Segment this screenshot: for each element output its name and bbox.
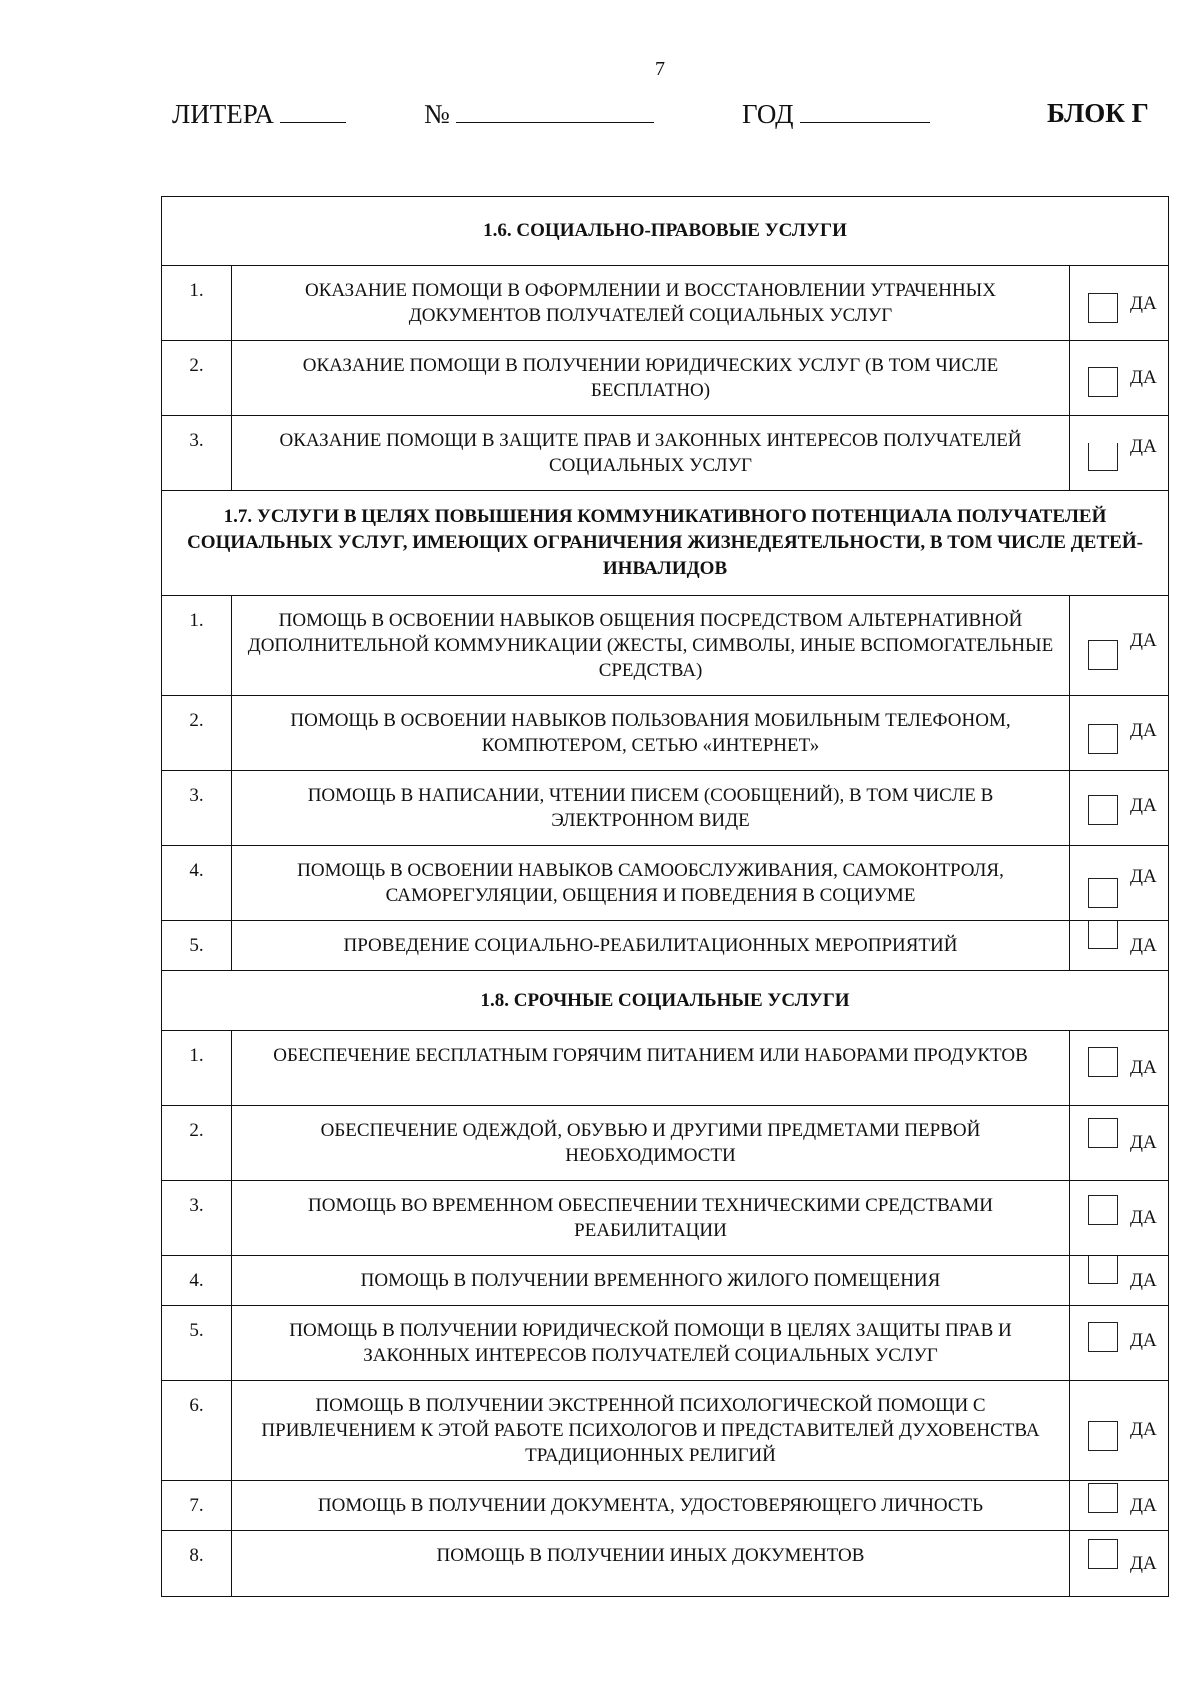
table-row (162, 341, 1169, 416)
item-text: ОКАЗАНИЕ ПОМОЩИ В ПОЛУЧЕНИИ ЮРИДИЧЕСКИХ УСЛУГ (В ТОМ ЧИСЛЕ БЕСПЛАТНО) (232, 341, 1070, 416)
section-title: 1.7. УСЛУГИ В ЦЕЛЯХ ПОВЫШЕНИЯ КОММУНИКАТИВНОГО ПОТЕНЦИАЛА ПОЛУЧАТЕЛЕЙ СОЦИАЛЬНЫХ УСЛУГ, ИМЕЮЩИХ ОГРАНИЧЕНИЯ ЖИЗНЕДЕЯТЕЛЬНОСТИ, В ТОМ ЧИСЛЕ ДЕТЕЙ-ИНВАЛИДОВ (162, 491, 1169, 596)
item-text: ПОМОЩЬ В ПОЛУЧЕНИИ ЮРИДИЧЕСКОЙ ПОМОЩИ В ЦЕЛЯХ ЗАЩИТЫ ПРАВ И ЗАКОННЫХ ИНТЕРЕСОВ ПОЛУЧАТЕЛЕЙ СОЦИАЛЬНЫХ УСЛУГ (232, 1306, 1070, 1381)
table-row (162, 1031, 1169, 1106)
table-row (162, 1381, 1169, 1481)
table-row (162, 596, 1169, 696)
item-text: ПОМОЩЬ В ПОЛУЧЕНИИ ИНЫХ ДОКУМЕНТОВ (232, 1531, 1070, 1597)
item-text: ОБЕСПЕЧЕНИЕ ОДЕЖДОЙ, ОБУВЬЮ И ДРУГИМИ ПРЕДМЕТАМИ ПЕРВОЙ НЕОБХОДИМОСТИ (232, 1106, 1070, 1181)
item-number: 2. (162, 696, 232, 771)
year-field (742, 98, 930, 130)
answer-cell (1070, 1031, 1169, 1106)
yes-label: ДА (1130, 367, 1157, 388)
yes-label: ДА (1130, 293, 1157, 314)
table-row (162, 1306, 1169, 1381)
answer-cell (1070, 1256, 1169, 1306)
item-number: 8. (162, 1531, 232, 1597)
item-number: 1. (162, 596, 232, 696)
yes-label: ДА (1130, 1207, 1157, 1228)
yes-label: ДА (1130, 1132, 1157, 1153)
checkbox[interactable] (1088, 640, 1118, 670)
answer-cell (1070, 921, 1169, 971)
item-number: 5. (162, 921, 232, 971)
litera-blank[interactable] (280, 98, 346, 123)
item-text: ПОМОЩЬ В ПОЛУЧЕНИИ ЭКСТРЕННОЙ ПСИХОЛОГИЧЕСКОЙ ПОМОЩИ С ПРИВЛЕЧЕНИЕМ К ЭТОЙ РАБОТЕ ПСИХОЛОГОВ И ПРЕДСТАВИТЕЛЕЙ ДУХОВЕНСТВА ТРАДИЦИОННЫХ РЕЛИГИЙ (232, 1381, 1070, 1481)
item-text: ПОМОЩЬ В ОСВОЕНИИ НАВЫКОВ ПОЛЬЗОВАНИЯ МОБИЛЬНЫМ ТЕЛЕФОНОМ, КОМПЮТЕРОМ, СЕТЬЮ «ИНТЕРНЕТ» (232, 696, 1070, 771)
checkbox[interactable] (1088, 724, 1118, 754)
services-table (161, 196, 1169, 1597)
checkbox[interactable] (1088, 1118, 1118, 1148)
block-label: БЛОК Г (1047, 98, 1149, 128)
checkbox[interactable] (1088, 1539, 1118, 1569)
item-number: 1. (162, 266, 232, 341)
table-row (162, 416, 1169, 491)
yes-label: ДА (1130, 1057, 1157, 1078)
table-row (162, 1531, 1169, 1597)
item-number: 5. (162, 1306, 232, 1381)
page-number: 7 (655, 58, 665, 80)
answer-cell (1070, 696, 1169, 771)
yes-label: ДА (1130, 1553, 1157, 1574)
year-blank[interactable] (800, 98, 930, 123)
checkbox[interactable] (1088, 443, 1118, 471)
checkbox[interactable] (1088, 1195, 1118, 1225)
item-text: ОБЕСПЕЧЕНИЕ БЕСПЛАТНЫМ ГОРЯЧИМ ПИТАНИЕМ ИЛИ НАБОРАМИ ПРОДУКТОВ (232, 1031, 1070, 1106)
item-text: ОКАЗАНИЕ ПОМОЩИ В ОФОРМЛЕНИИ И ВОССТАНОВЛЕНИИ УТРАЧЕННЫХ ДОКУМЕНТОВ ПОЛУЧАТЕЛЕЙ СОЦИАЛЬНЫХ УСЛУГ (232, 266, 1070, 341)
table-row (162, 1256, 1169, 1306)
yes-label: ДА (1130, 1495, 1157, 1516)
item-text: ПОМОЩЬ В ОСВОЕНИИ НАВЫКОВ ОБЩЕНИЯ ПОСРЕДСТВОМ АЛЬТЕРНАТИВНОЙ ДОПОЛНИТЕЛЬНОЙ КОММУНИКАЦИИ (ЖЕСТЫ, СИМВОЛЫ, ИНЫЕ ВСПОМОГАТЕЛЬНЫЕ СРЕДСТВА) (232, 596, 1070, 696)
number-blank[interactable] (456, 98, 654, 123)
yes-label: ДА (1130, 720, 1157, 741)
item-number: 4. (162, 1256, 232, 1306)
checkbox[interactable] (1088, 878, 1118, 908)
yes-label: ДА (1130, 436, 1157, 457)
checkbox[interactable] (1088, 1256, 1118, 1284)
item-number: 4. (162, 846, 232, 921)
item-text: ПОМОЩЬ В ОСВОЕНИИ НАВЫКОВ САМООБСЛУЖИВАНИЯ, САМОКОНТРОЛЯ, САМОРЕГУЛЯЦИИ, ОБЩЕНИЯ И ПОВЕДЕНИЯ В СОЦИУМЕ (232, 846, 1070, 921)
litera-field (172, 98, 346, 130)
table-row (162, 846, 1169, 921)
answer-cell (1070, 266, 1169, 341)
answer-cell (1070, 1381, 1169, 1481)
checkbox[interactable] (1088, 795, 1118, 825)
section-title: 1.6. СОЦИАЛЬНО-ПРАВОВЫЕ УСЛУГИ (162, 197, 1169, 266)
item-text: ОКАЗАНИЕ ПОМОЩИ В ЗАЩИТЕ ПРАВ И ЗАКОННЫХ ИНТЕРЕСОВ ПОЛУЧАТЕЛЕЙ СОЦИАЛЬНЫХ УСЛУГ (232, 416, 1070, 491)
litera-label: ЛИТЕРА (172, 99, 274, 129)
answer-cell (1070, 1531, 1169, 1597)
table-row (162, 1106, 1169, 1181)
checkbox[interactable] (1088, 1483, 1118, 1513)
item-text: ПОМОЩЬ В НАПИСАНИИ, ЧТЕНИИ ПИСЕМ (СООБЩЕНИЙ), В ТОМ ЧИСЛЕ В ЭЛЕКТРОННОМ ВИДЕ (232, 771, 1070, 846)
table-row (162, 771, 1169, 846)
answer-cell (1070, 1306, 1169, 1381)
item-number: 2. (162, 1106, 232, 1181)
number-field (424, 98, 654, 130)
table-row (162, 696, 1169, 771)
item-number: 3. (162, 771, 232, 846)
answer-cell (1070, 846, 1169, 921)
checkbox[interactable] (1088, 293, 1118, 323)
item-text: ПОМОЩЬ В ПОЛУЧЕНИИ ВРЕМЕННОГО ЖИЛОГО ПОМЕЩЕНИЯ (232, 1256, 1070, 1306)
table-row (162, 266, 1169, 341)
item-number: 1. (162, 1031, 232, 1106)
table-row (162, 1181, 1169, 1256)
yes-label: ДА (1130, 795, 1157, 816)
form-header (172, 98, 1172, 132)
item-text: ПРОВЕДЕНИЕ СОЦИАЛЬНО-РЕАБИЛИТАЦИОННЫХ МЕРОПРИЯТИЙ (232, 921, 1070, 971)
answer-cell (1070, 1481, 1169, 1531)
answer-cell (1070, 771, 1169, 846)
yes-label: ДА (1130, 1270, 1157, 1291)
year-label: ГОД (742, 99, 794, 129)
section-title: 1.8. СРОЧНЫЕ СОЦИАЛЬНЫЕ УСЛУГИ (162, 971, 1169, 1031)
table-row (162, 1481, 1169, 1531)
checkbox[interactable] (1088, 1047, 1118, 1077)
item-text: ПОМОЩЬ ВО ВРЕМЕННОМ ОБЕСПЕЧЕНИИ ТЕХНИЧЕСКИМИ СРЕДСТВАМИ РЕАБИЛИТАЦИИ (232, 1181, 1070, 1256)
yes-label: ДА (1130, 866, 1157, 887)
yes-label: ДА (1130, 1330, 1157, 1351)
answer-cell (1070, 1181, 1169, 1256)
checkbox[interactable] (1088, 367, 1118, 397)
yes-label: ДА (1130, 935, 1157, 956)
yes-label: ДА (1130, 630, 1157, 651)
section-header-row (162, 971, 1169, 1031)
item-number: 2. (162, 341, 232, 416)
checkbox[interactable] (1088, 1421, 1118, 1451)
item-text: ПОМОЩЬ В ПОЛУЧЕНИИ ДОКУМЕНТА, УДОСТОВЕРЯЮЩЕГО ЛИЧНОСТЬ (232, 1481, 1070, 1531)
item-number: 7. (162, 1481, 232, 1531)
item-number: 3. (162, 416, 232, 491)
section-header-row (162, 197, 1169, 266)
number-label: № (424, 99, 450, 129)
answer-cell (1070, 596, 1169, 696)
table-row (162, 921, 1169, 971)
item-number: 3. (162, 1181, 232, 1256)
item-number: 6. (162, 1381, 232, 1481)
answer-cell (1070, 416, 1169, 491)
checkbox[interactable] (1088, 921, 1118, 949)
section-header-row (162, 491, 1169, 596)
yes-label: ДА (1130, 1419, 1157, 1440)
answer-cell (1070, 1106, 1169, 1181)
answer-cell (1070, 341, 1169, 416)
checkbox[interactable] (1088, 1322, 1118, 1352)
